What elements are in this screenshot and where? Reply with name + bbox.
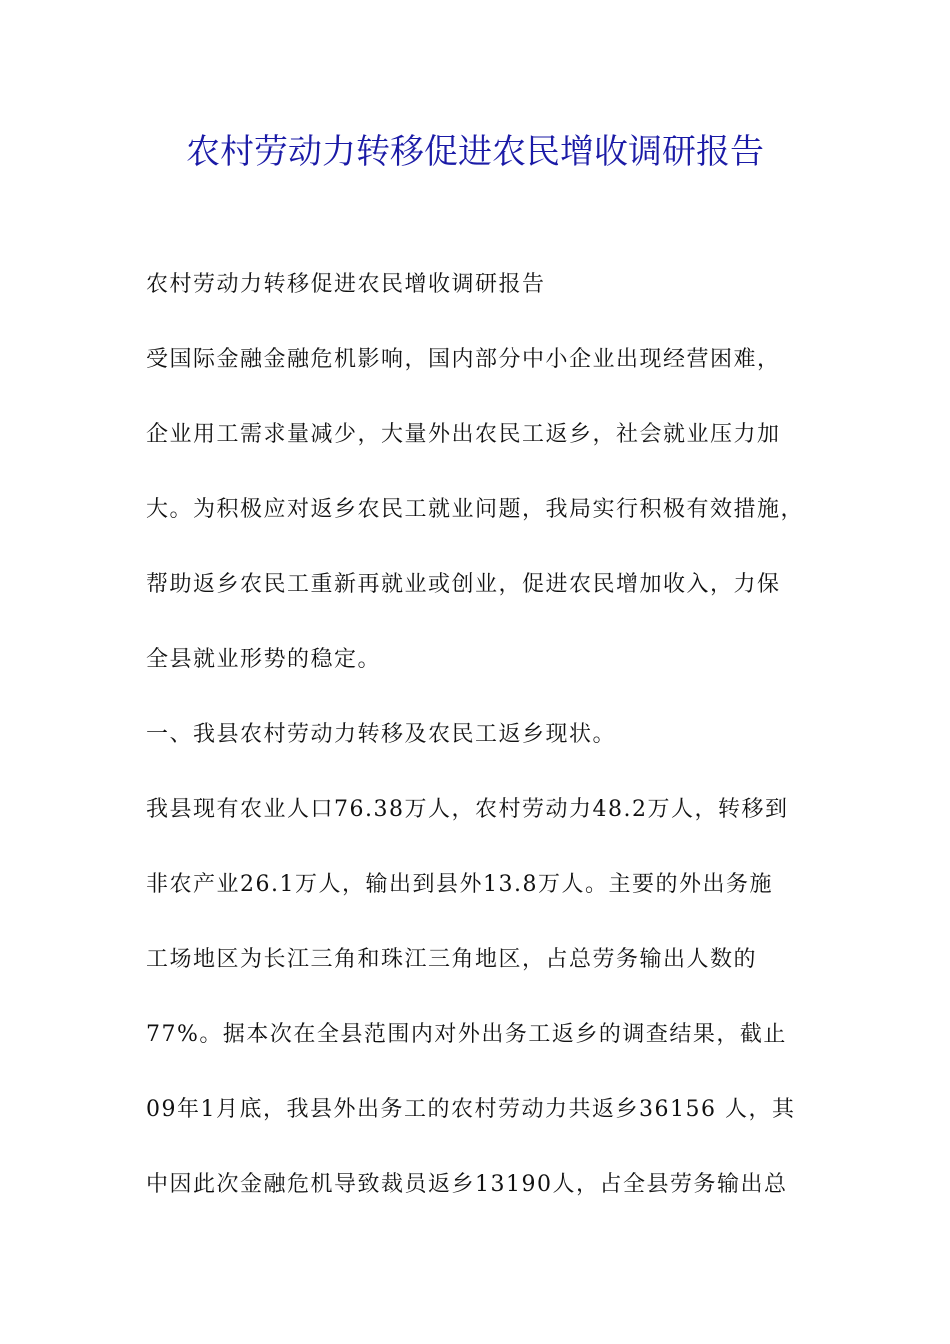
document-title: 农村劳动力转移促进农民增收调研报告 bbox=[186, 132, 764, 172]
body-line: 77%。据本次在全县范围内对外出务工返乡的调查结果，截止 bbox=[146, 1022, 787, 1047]
body-line: 帮助返乡农民工重新再就业或创业，促进农民增加收入，力保 bbox=[146, 572, 781, 597]
body-line: 工场地区为长江三角和珠江三角地区，占总劳务输出人数的 bbox=[146, 947, 758, 972]
body-line-subtitle: 农村劳动力转移促进农民增收调研报告 bbox=[146, 272, 546, 297]
body-line: 09年1月底，我县外出务工的农村劳动力共返乡36156 人，其 bbox=[146, 1097, 796, 1122]
body-line: 企业用工需求量减少，大量外出农民工返乡，社会就业压力加 bbox=[146, 422, 781, 447]
body-line: 中因此次金融危机导致裁员返乡13190人，占全县劳务输出总 bbox=[146, 1172, 788, 1197]
body-line: 我县现有农业人口76.38万人，农村劳动力48.2万人，转移到 bbox=[146, 797, 789, 822]
body-line: 大。为积极应对返乡农民工就业问题，我局实行积极有效措施， bbox=[146, 497, 805, 522]
body-line: 全县就业形势的稳定。 bbox=[146, 647, 382, 672]
body-line: 非农产业26.1万人，输出到县外13.8万人。主要的外出务施 bbox=[146, 872, 773, 897]
body-line: 受国际金融金融危机影响，国内部分中小企业出现经营困难， bbox=[146, 347, 781, 372]
section-heading: 一、我县农村劳动力转移及农民工返乡现状。 bbox=[146, 722, 617, 747]
